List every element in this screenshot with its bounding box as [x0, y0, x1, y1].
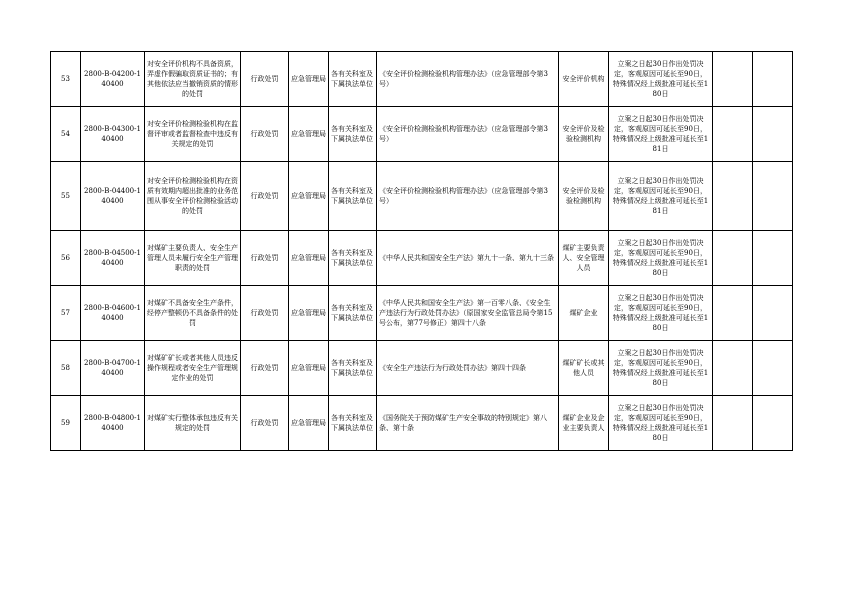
- cell-deadline: 立案之日起30日作出处罚决定，客观原因可延长至90日，特殊情况经上级批准可延长至180日: [609, 52, 713, 107]
- cell-empty: [713, 162, 753, 231]
- cell-unit: 各有关科室及下属执法单位: [329, 396, 377, 451]
- cell-name: 对安全评价机构不具备资质，弄虚作假骗取资质证书的；有其他依法应当撤销资质的情形的处罚: [145, 52, 241, 107]
- cell-no: 58: [51, 341, 81, 396]
- cell-empty: [713, 286, 753, 341]
- cell-type: 行政处罚: [241, 341, 289, 396]
- cell-basis: 《安全评价检测检验机构管理办法》（应急管理部令第3号）: [377, 52, 559, 107]
- cell-basis: 《安全评价检测检验机构管理办法》（应急管理部令第3号）: [377, 107, 559, 162]
- cell-object: 煤矿矿长或其他人员: [559, 341, 609, 396]
- cell-name: 对煤矿实行整体承包违反有关规定的处罚: [145, 396, 241, 451]
- cell-empty: [753, 286, 793, 341]
- cell-basis: 《国务院关于预防煤矿生产安全事故的特别规定》第八条、第十条: [377, 396, 559, 451]
- cell-no: 53: [51, 52, 81, 107]
- cell-empty: [753, 52, 793, 107]
- cell-object: 煤矿主要负责人、安全管理人员: [559, 231, 609, 286]
- cell-type: 行政处罚: [241, 231, 289, 286]
- cell-deadline: 立案之日起30日作出处罚决定，客观原因可延长至90日，特殊情况经上级批准可延长至181日: [609, 107, 713, 162]
- table-row: [51, 396, 793, 451]
- table-row: [51, 52, 793, 107]
- cell-no: 56: [51, 231, 81, 286]
- cell-unit: 各有关科室及下属执法单位: [329, 231, 377, 286]
- cell-empty: [713, 231, 753, 286]
- cell-no: 55: [51, 162, 81, 231]
- cell-empty: [753, 231, 793, 286]
- cell-code: 2800-B-04700-140400: [81, 341, 145, 396]
- cell-object: 煤矿企业: [559, 286, 609, 341]
- cell-object: 煤矿企业及企业主要负责人: [559, 396, 609, 451]
- cell-empty: [753, 396, 793, 451]
- cell-deadline: 立案之日起30日作出处罚决定，客观原因可延长至90日，特殊情况经上级批准可延长至180日: [609, 286, 713, 341]
- cell-dept: 应急管理局: [289, 286, 329, 341]
- table-row: [51, 286, 793, 341]
- cell-dept: 应急管理局: [289, 341, 329, 396]
- cell-deadline: 立案之日起30日作出处罚决定，客观原因可延长至90日，特殊情况经上级批准可延长至180日: [609, 396, 713, 451]
- cell-basis: 《安全评价检测检验机构管理办法》（应急管理部令第3号）: [377, 162, 559, 231]
- table-row: [51, 162, 793, 231]
- cell-basis: 《安全生产违法行为行政处罚办法》第四十四条: [377, 341, 559, 396]
- cell-basis: 《中华人民共和国安全生产法》第一百零八条、《安全生产违法行为行政处罚办法》（原国家安全监管总局令第15号公布，第77号修正）第四十八条: [377, 286, 559, 341]
- cell-unit: 各有关科室及下属执法单位: [329, 107, 377, 162]
- cell-unit: 各有关科室及下属执法单位: [329, 52, 377, 107]
- cell-name: 对安全评价检测检验机构在资质有效期内超出批准的业务范围从事安全评价检测检验活动的处罚: [145, 162, 241, 231]
- cell-unit: 各有关科室及下属执法单位: [329, 341, 377, 396]
- cell-object: 安全评价及检验检测机构: [559, 107, 609, 162]
- cell-object: 安全评价机构: [559, 52, 609, 107]
- cell-name: 对煤矿不具备安全生产条件，经停产整顿仍不具备条件的处罚: [145, 286, 241, 341]
- power-list-table: [50, 51, 793, 451]
- cell-name: 对煤矿矿长或者其他人员违反操作规程或者安全生产管理规定作业的处罚: [145, 341, 241, 396]
- cell-code: 2800-B-04300-140400: [81, 107, 145, 162]
- cell-empty: [713, 52, 753, 107]
- cell-basis: 《中华人民共和国安全生产法》第九十一条、第九十三条: [377, 231, 559, 286]
- cell-deadline: 立案之日起30日作出处罚决定，客观原因可延长至90日，特殊情况经上级批准可延长至180日: [609, 231, 713, 286]
- cell-name: 对安全评价检测检验机构在监督评审或者监督检查中违反有关规定的处罚: [145, 107, 241, 162]
- cell-code: 2800-B-04400-140400: [81, 162, 145, 231]
- cell-empty: [753, 341, 793, 396]
- cell-dept: 应急管理局: [289, 396, 329, 451]
- cell-unit: 各有关科室及下属执法单位: [329, 162, 377, 231]
- cell-dept: 应急管理局: [289, 107, 329, 162]
- cell-type: 行政处罚: [241, 286, 289, 341]
- cell-type: 行政处罚: [241, 107, 289, 162]
- cell-no: 59: [51, 396, 81, 451]
- cell-name: 对煤矿主要负责人、安全生产管理人员未履行安全生产管理职责的处罚: [145, 231, 241, 286]
- table-row: [51, 341, 793, 396]
- cell-type: 行政处罚: [241, 162, 289, 231]
- cell-no: 54: [51, 107, 81, 162]
- cell-empty: [753, 162, 793, 231]
- cell-code: 2800-B-04600-140400: [81, 286, 145, 341]
- cell-empty: [713, 107, 753, 162]
- cell-dept: 应急管理局: [289, 231, 329, 286]
- cell-deadline: 立案之日起30日作出处罚决定，客观原因可延长至90日，特殊情况经上级批准可延长至180日: [609, 341, 713, 396]
- cell-empty: [713, 396, 753, 451]
- cell-empty: [753, 107, 793, 162]
- cell-code: 2800-B-04200-140400: [81, 52, 145, 107]
- cell-code: 2800-B-04800-140400: [81, 396, 145, 451]
- cell-no: 57: [51, 286, 81, 341]
- table-row: [51, 107, 793, 162]
- cell-object: 安全评价及检验检测机构: [559, 162, 609, 231]
- cell-empty: [713, 341, 753, 396]
- cell-code: 2800-B-04500-140400: [81, 231, 145, 286]
- cell-dept: 应急管理局: [289, 52, 329, 107]
- cell-type: 行政处罚: [241, 52, 289, 107]
- cell-type: 行政处罚: [241, 396, 289, 451]
- cell-unit: 各有关科室及下属执法单位: [329, 286, 377, 341]
- cell-deadline: 立案之日起30日作出处罚决定，客观原因可延长至90日，特殊情况经上级批准可延长至181日: [609, 162, 713, 231]
- table-row: [51, 231, 793, 286]
- cell-dept: 应急管理局: [289, 162, 329, 231]
